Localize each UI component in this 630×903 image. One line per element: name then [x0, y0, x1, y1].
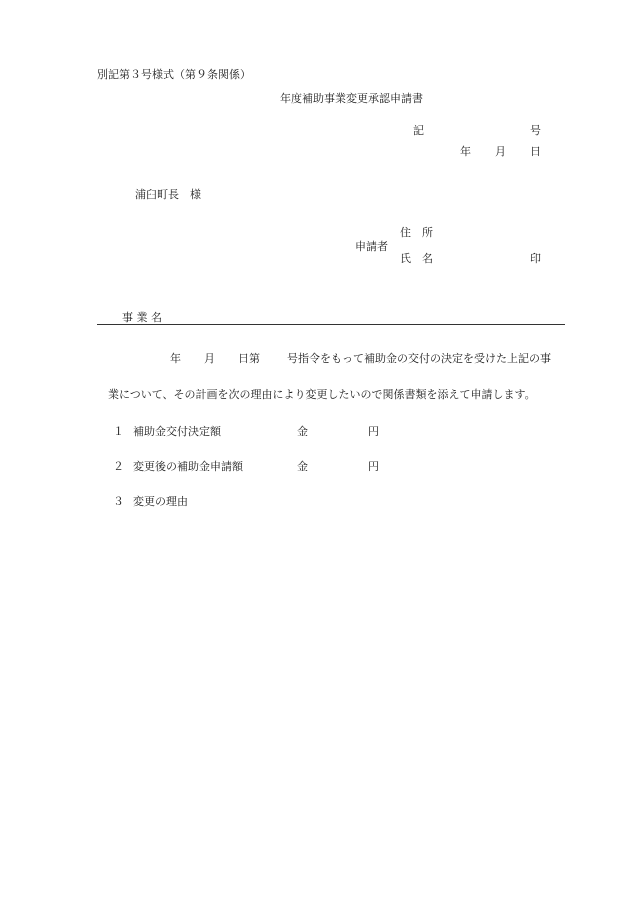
item-label: 補助金交付決定額	[133, 425, 221, 438]
form-style-label: 別記第３号様式（第９条関係）	[97, 68, 251, 81]
addressee: 浦臼町長 様	[135, 188, 201, 201]
item-number: ３	[113, 495, 124, 508]
item-label: 変更の理由	[133, 495, 188, 508]
date-year-label: 年	[460, 145, 471, 158]
body-month: 月	[204, 352, 215, 365]
date-month-label: 月	[495, 145, 506, 158]
name-label: 氏 名	[400, 252, 433, 265]
item-kin: 金	[297, 425, 308, 438]
address-label: 住 所	[400, 226, 433, 239]
item-number: ２	[113, 460, 124, 473]
item-number: １	[113, 425, 124, 438]
seal-label: 印	[530, 252, 541, 265]
body-year: 年	[170, 352, 181, 365]
record-label: 記	[413, 124, 424, 137]
item-kin: 金	[297, 460, 308, 473]
project-name-label: 事 業 名	[122, 311, 162, 324]
item-yen: 円	[368, 425, 379, 438]
applicant-label: 申請者	[355, 240, 388, 253]
body-day-dai: 日第	[238, 352, 260, 365]
date-day-label: 日	[530, 145, 541, 158]
body-text-2: 業について、その計画を次の理由により変更したいので関係書類を添えて申請します。	[108, 388, 536, 401]
item-yen: 円	[368, 460, 379, 473]
item-label: 変更後の補助金申請額	[133, 460, 243, 473]
body-text-1: 号指令をもって補助金の交付の決定を受けた上記の事	[287, 352, 551, 365]
project-name-underline	[97, 324, 565, 325]
number-label: 号	[530, 124, 541, 137]
form-title: 年度補助事業変更承認申請書	[280, 92, 423, 105]
